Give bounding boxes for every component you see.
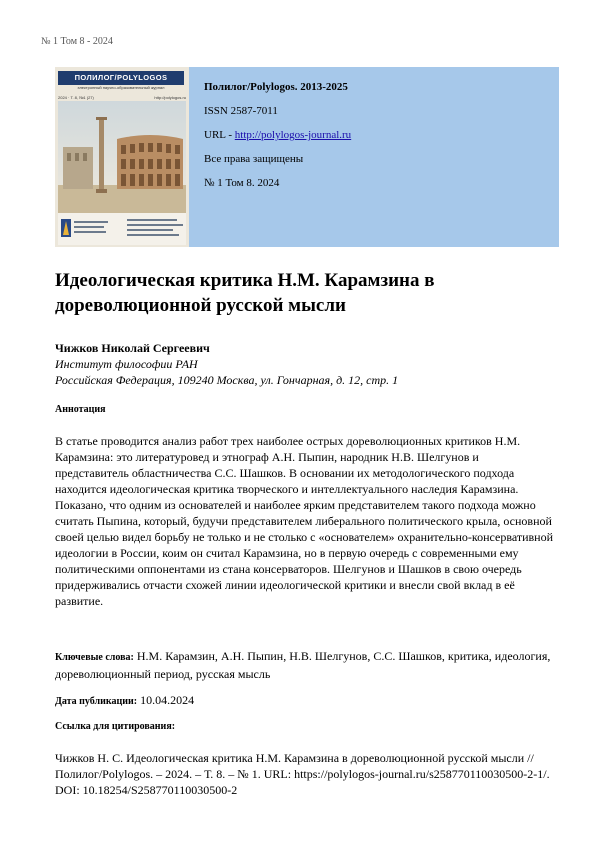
keywords-label: Ключевые слова: bbox=[55, 652, 134, 663]
author-name: Чижков Николай Сергеевич bbox=[55, 341, 210, 355]
journal-url-link[interactable]: http://polylogos-journal.ru bbox=[234, 129, 352, 141]
journal-rights: Все права защищены bbox=[204, 153, 304, 165]
running-header: № 1 Том 8 - 2024 bbox=[41, 36, 113, 47]
cover-title: ПОЛИЛОГ/POLYLOGOS bbox=[58, 71, 184, 85]
keywords-text: Н.М. Карамзин, А.Н. Пыпин, Н.В. Шелгунов, С.С. Шашков, критика, идеология, дореволюционный период, русская мысль bbox=[55, 649, 551, 681]
article-title: Идеологическая критика Н.М. Карамзина в дореволюционной русской мысли bbox=[55, 270, 435, 316]
journal-info-block bbox=[55, 67, 559, 247]
journal-cover-image bbox=[55, 67, 189, 247]
pubdate-value: 10.04.2024 bbox=[140, 693, 195, 707]
publication-date bbox=[55, 692, 194, 710]
author-address: Российская Федерация, 109240 Москва, ул. Гончарная, д. 12, стр. 1 bbox=[55, 373, 399, 387]
keywords bbox=[55, 648, 555, 682]
journal-issn: ISSN 2587-7011 bbox=[204, 105, 278, 117]
author-institution: Институт философии РАН bbox=[55, 357, 198, 371]
journal-issue: № 1 Том 8. 2024 bbox=[204, 177, 280, 189]
pubdate-label: Дата публикации: bbox=[55, 696, 138, 707]
cover-site: http://polylogos.ru bbox=[154, 95, 186, 100]
cover-subtitle: электронный научно-образовательный журнал bbox=[77, 85, 165, 90]
journal-url-line bbox=[204, 128, 351, 142]
abstract-heading: Аннотация bbox=[55, 404, 106, 415]
cover-issue: 2024 · Т. 8, №1 (27) bbox=[58, 95, 94, 100]
abstract-text: В статье проводится анализ работ трех наиболее острых дореволюционных критиков Н.М. Карамзина: это литературовед и этнограф А.Н. Пыпин, народник Н.В. Шелгунов и представитель областничества С.С. Шашков. В основании их методологического подхода находится идеологическая критика творческого и интеллектуального наследия Карамзина. Показано, что одним из основателей и наиболее ярким представителем такого подхода можно считать Пыпина, который, будучи представителем либерального политического крыла, основной своей целью видел борьбу не только и не столько с «основателем» охранительно-консервативной идеологии в России, коим он считал Карамзина, но в первую очередь с современными ему политическими оппонентами из стана консерваторов. Шелгунов и Шашков в свою очередь придерживались отчасти схожей линии идеологической критики и внесли свой вклад в её развитие. bbox=[55, 434, 554, 608]
cover-illustration bbox=[55, 67, 189, 247]
cover-meta bbox=[58, 95, 186, 100]
author-block bbox=[55, 340, 398, 388]
url-label: URL - bbox=[204, 129, 235, 141]
journal-title: Полилог/Polylogos. 2013-2025 bbox=[204, 81, 348, 93]
journal-info-text bbox=[204, 80, 351, 200]
citation-heading: Ссылка для цитирования: bbox=[55, 721, 176, 732]
citation-text: Чижков Н. С. Идеологическая критика Н.М. Карамзина в дореволюционной русской мысли // Полилог/Polylogos. – 2024. – Т. 8. – № 1. URL: https://polylogos-journal.ru/s258770110030500-2-1/. DOI: 10.18254/S258770110030500-2 bbox=[55, 751, 550, 797]
